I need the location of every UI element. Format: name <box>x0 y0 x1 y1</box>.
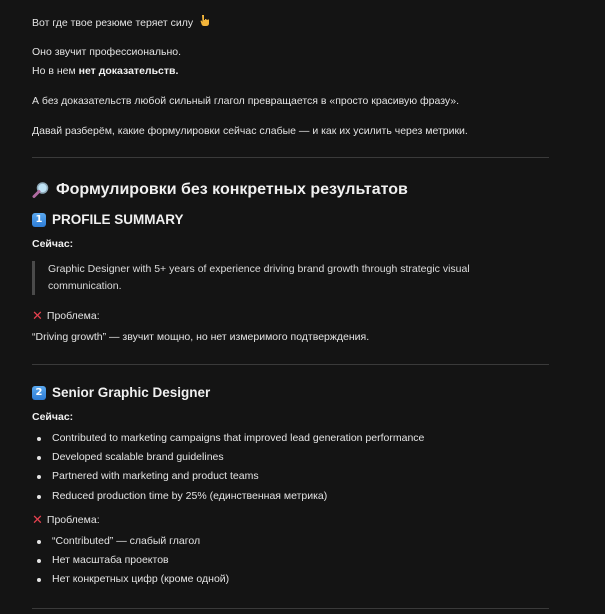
intro-line-1 <box>32 14 210 30</box>
intro-line-3-bold: нет доказательств. <box>78 65 179 77</box>
block-2-heading <box>32 385 210 400</box>
block-2-current-list <box>32 429 424 506</box>
intro-line-4: А без доказательств любой сильный глагол превращается в «просто красивую фразу». <box>32 95 460 107</box>
cross-mark-icon: ✕ <box>32 512 43 527</box>
block-2-problem-list <box>32 532 229 590</box>
pointing-down-icon <box>199 14 210 30</box>
block-2-current-label: Сейчас: <box>32 411 74 423</box>
list-item: Partnered with marketing and product teams <box>32 467 424 486</box>
intro-text: Вот где твое резюме теряет силу <box>32 17 194 29</box>
list-item: Developed scalable brand guidelines <box>32 448 424 467</box>
section-title <box>32 181 408 199</box>
divider <box>32 364 549 365</box>
block-1-problem-text: “Driving growth” — звучит мощно, но нет измеримого подтверждения. <box>32 331 370 343</box>
list-item: Contributed to marketing campaigns that improved lead generation performance <box>32 429 424 448</box>
intro-line-3 <box>32 64 178 78</box>
list-item: Нет масштаба проектов <box>32 551 229 570</box>
cross-mark-icon: ✕ <box>32 308 43 323</box>
list-item: Reduced production time by 25% (единственная метрика) <box>32 487 424 506</box>
block-1-current-label: Сейчас: <box>32 238 74 250</box>
block-1-heading-text: PROFILE SUMMARY <box>52 212 184 227</box>
block-1-problem-label-text: Проблема: <box>46 310 100 322</box>
section-title-text: Формулировки без конкретных результатов <box>56 181 408 198</box>
divider <box>32 608 549 609</box>
intro-line-2: Оно звучит профессионально. <box>32 46 182 58</box>
block-2-heading-text: Senior Graphic Designer <box>52 385 211 400</box>
intro-line-5: Давай разберём, какие формулировки сейчас слабые — и как их усилить через метрики. <box>32 125 468 137</box>
block-2-problem-label <box>32 514 100 526</box>
magnifier-icon <box>32 181 50 199</box>
intro-line-3-prefix: Но в нем <box>32 65 79 77</box>
divider <box>32 157 549 158</box>
keycap-1-icon: 1 <box>32 213 46 227</box>
block-1-problem-label <box>32 310 100 322</box>
list-item: Нет конкретных цифр (кроме одной) <box>32 570 229 589</box>
block-2-problem-label-text: Проблема: <box>46 514 100 526</box>
block-1-heading <box>32 212 184 227</box>
block-1-quote: Graphic Designer with 5+ years of experience driving brand growth through strategic visual communication. <box>32 261 508 295</box>
keycap-2-icon: 2 <box>32 386 46 400</box>
list-item: “Contributed” — слабый глагол <box>32 532 229 551</box>
